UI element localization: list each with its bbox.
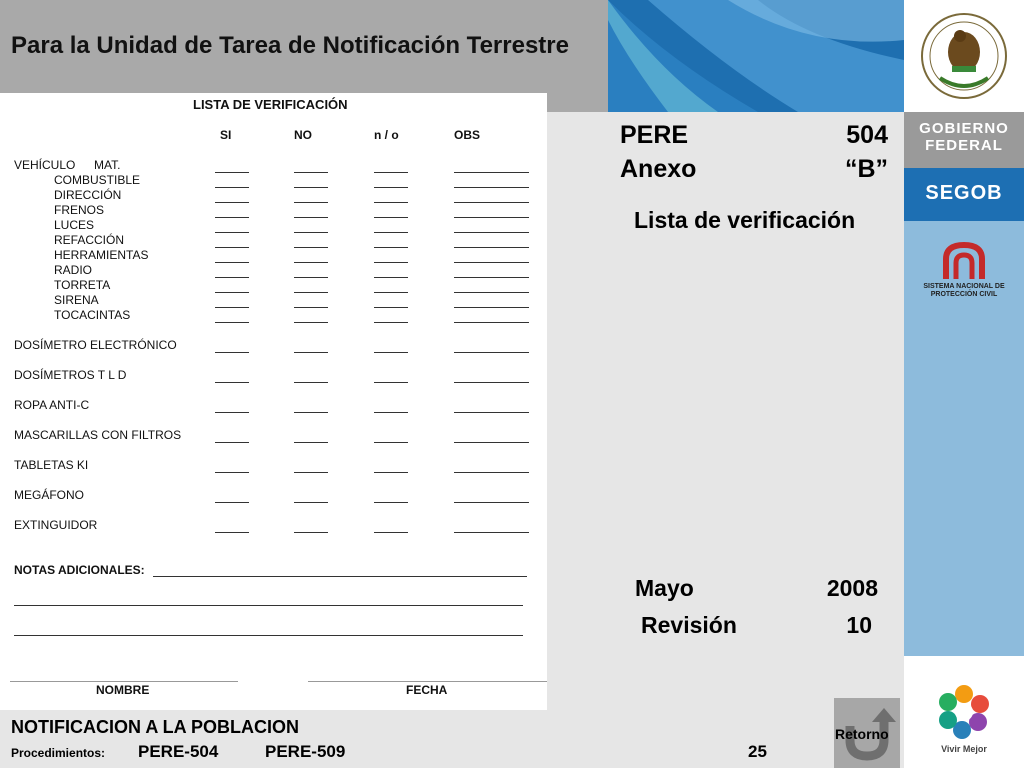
answer-line[interactable] <box>374 292 408 293</box>
column-header-no: NO <box>294 128 312 142</box>
vivir-mejor-logo-icon <box>936 684 992 740</box>
answer-line[interactable] <box>374 382 408 383</box>
answer-line[interactable] <box>454 187 529 188</box>
gobierno-federal-text <box>904 120 1024 154</box>
answer-line[interactable] <box>454 322 529 323</box>
answer-line[interactable] <box>215 187 249 188</box>
answer-line[interactable] <box>454 172 529 173</box>
answer-line[interactable] <box>215 277 249 278</box>
equipment-item: DOSÍMETRO ELECTRÓNICO <box>14 338 177 352</box>
answer-line[interactable] <box>294 502 328 503</box>
vehicle-item: DIRECCIÓN <box>54 188 122 202</box>
answer-line[interactable] <box>294 262 328 263</box>
notes-line <box>14 635 523 636</box>
vehicle-item: REFACCIÓN <box>54 233 125 247</box>
answer-line[interactable] <box>454 202 529 203</box>
answer-line[interactable] <box>294 232 328 233</box>
answer-line[interactable] <box>374 442 408 443</box>
snpc-line2: PROTECCIÓN CIVIL <box>930 291 998 298</box>
revision-value: 10 <box>846 612 872 638</box>
answer-line[interactable] <box>294 307 328 308</box>
column-header-si: SI <box>220 128 232 142</box>
answer-line[interactable] <box>215 232 249 233</box>
gobierno-line2: FEDERAL <box>925 137 1003 154</box>
vehicle-item: RADIO <box>54 263 93 277</box>
answer-line[interactable] <box>294 247 328 248</box>
answer-line[interactable] <box>374 262 408 263</box>
answer-line[interactable] <box>374 322 408 323</box>
proteccion-civil-icon <box>942 241 986 281</box>
vehicle-item: TOCACINTAS <box>54 308 131 322</box>
date-label: Mayo <box>635 575 694 601</box>
return-button-label[interactable]: Retorno <box>835 726 889 742</box>
vehicle-item: TORRETA <box>54 278 111 292</box>
snpc-text <box>916 283 1012 299</box>
list-title: Lista de verificación <box>634 207 856 233</box>
answer-line[interactable] <box>215 352 249 353</box>
vehicle-item: LUCES <box>54 218 95 232</box>
answer-line[interactable] <box>454 262 529 263</box>
equipment-item: DOSÍMETROS T L D <box>14 368 127 382</box>
date-line <box>308 681 547 682</box>
answer-line[interactable] <box>374 307 408 308</box>
answer-line[interactable] <box>294 382 328 383</box>
revision-label: Revisión <box>641 612 737 638</box>
answer-line[interactable] <box>215 322 249 323</box>
answer-line[interactable] <box>374 217 408 218</box>
answer-line[interactable] <box>215 532 249 533</box>
column-header-obs: OBS <box>454 128 481 142</box>
answer-line[interactable] <box>374 502 408 503</box>
gobierno-line1: GOBIERNO <box>919 120 1009 137</box>
answer-line[interactable] <box>294 292 328 293</box>
vehicle-label: VEHÍCULO <box>14 158 76 172</box>
answer-line[interactable] <box>454 247 529 248</box>
answer-line[interactable] <box>215 262 249 263</box>
procedure-link-pere-504[interactable]: PERE-504 <box>138 742 219 761</box>
answer-line[interactable] <box>454 532 529 533</box>
answer-line[interactable] <box>374 232 408 233</box>
equipment-item: MASCARILLAS CON FILTROS <box>14 428 182 442</box>
answer-line[interactable] <box>374 472 408 473</box>
date-value: 2008 <box>826 575 878 601</box>
answer-line[interactable] <box>454 277 529 278</box>
answer-line[interactable] <box>294 442 328 443</box>
form-date-label: FECHA <box>406 683 448 697</box>
equipment-item: MEGÁFONO <box>14 488 85 502</box>
notes-label <box>14 563 145 577</box>
notes-line <box>153 576 527 577</box>
answer-line[interactable] <box>454 352 529 353</box>
answer-line[interactable] <box>215 412 249 413</box>
answer-line[interactable] <box>454 292 529 293</box>
answer-line[interactable] <box>294 217 328 218</box>
answer-line[interactable] <box>374 202 408 203</box>
procedures-label: Procedimientos: <box>11 746 106 760</box>
coat-of-arms-area <box>904 0 1024 112</box>
form-title: LISTA DE VERIFICACIÓN <box>193 97 348 112</box>
answer-line[interactable] <box>454 382 529 383</box>
checklist-form <box>0 93 547 710</box>
answer-line[interactable] <box>294 202 328 203</box>
answer-line[interactable] <box>374 187 408 188</box>
vivir-mejor-text: Vivir Mejor <box>941 744 987 754</box>
answer-line[interactable] <box>215 502 249 503</box>
anexo-value: “B” <box>844 155 888 183</box>
vehicle-item: FRENOS <box>54 203 105 217</box>
equipment-item: ROPA ANTI-C <box>14 398 90 412</box>
vehicle-item: HERRAMIENTAS <box>54 248 149 262</box>
answer-line[interactable] <box>215 442 249 443</box>
page-number: 25 <box>748 742 767 761</box>
wave-decoration <box>608 0 904 112</box>
vehicle-item: SIRENA <box>54 293 99 307</box>
answer-line[interactable] <box>294 172 328 173</box>
answer-line[interactable] <box>454 217 529 218</box>
answer-line[interactable] <box>294 532 328 533</box>
procedure-link-pere-509[interactable]: PERE-509 <box>265 742 346 761</box>
segob-text: SEGOB <box>925 182 1003 204</box>
answer-line[interactable] <box>294 277 328 278</box>
equipment-item: EXTINGUIDOR <box>14 518 98 532</box>
notes-line <box>14 605 523 606</box>
snpc-line1: SISTEMA NACIONAL DE <box>923 283 1005 290</box>
anexo-label: Anexo <box>620 155 697 183</box>
pere-value: 504 <box>846 121 888 149</box>
vehicle-sub-label: MAT. <box>94 158 121 172</box>
answer-line[interactable] <box>294 352 328 353</box>
answer-line[interactable] <box>215 307 249 308</box>
answer-line[interactable] <box>215 202 249 203</box>
equipment-item: TABLETAS KI <box>14 458 89 472</box>
answer-line[interactable] <box>374 247 408 248</box>
answer-line[interactable] <box>454 502 529 503</box>
vehicle-item: COMBUSTIBLE <box>54 173 141 187</box>
answer-line[interactable] <box>215 292 249 293</box>
answer-line[interactable] <box>454 472 529 473</box>
notes-label-text: NOTAS ADICIONALES <box>14 563 141 577</box>
answer-line[interactable] <box>374 532 408 533</box>
answer-line[interactable] <box>215 172 249 173</box>
notes-label-colon: : <box>140 563 145 577</box>
answer-line[interactable] <box>215 247 249 248</box>
answer-line[interactable] <box>294 322 328 323</box>
coat-of-arms-icon <box>904 0 1024 112</box>
answer-line[interactable] <box>215 217 249 218</box>
pere-label: PERE <box>620 121 689 149</box>
answer-line[interactable] <box>374 277 408 278</box>
header-decoration <box>608 0 904 112</box>
signature-line <box>10 681 238 682</box>
answer-line[interactable] <box>294 412 328 413</box>
answer-line[interactable] <box>454 232 529 233</box>
answer-line[interactable] <box>215 382 249 383</box>
answer-line[interactable] <box>454 442 529 443</box>
answer-line[interactable] <box>374 352 408 353</box>
column-header-no-observado: n / o <box>374 128 399 142</box>
name-label: NOMBRE <box>96 683 150 697</box>
answer-line[interactable] <box>454 412 529 413</box>
answer-line[interactable] <box>454 307 529 308</box>
answer-line[interactable] <box>294 472 328 473</box>
footer-title: NOTIFICACION A LA POBLACION <box>11 717 299 737</box>
page-title: Para la Unidad de Tarea de Notificación Terrestre <box>11 32 569 59</box>
answer-line[interactable] <box>215 472 249 473</box>
answer-line[interactable] <box>374 412 408 413</box>
answer-line[interactable] <box>294 187 328 188</box>
answer-line[interactable] <box>374 172 408 173</box>
